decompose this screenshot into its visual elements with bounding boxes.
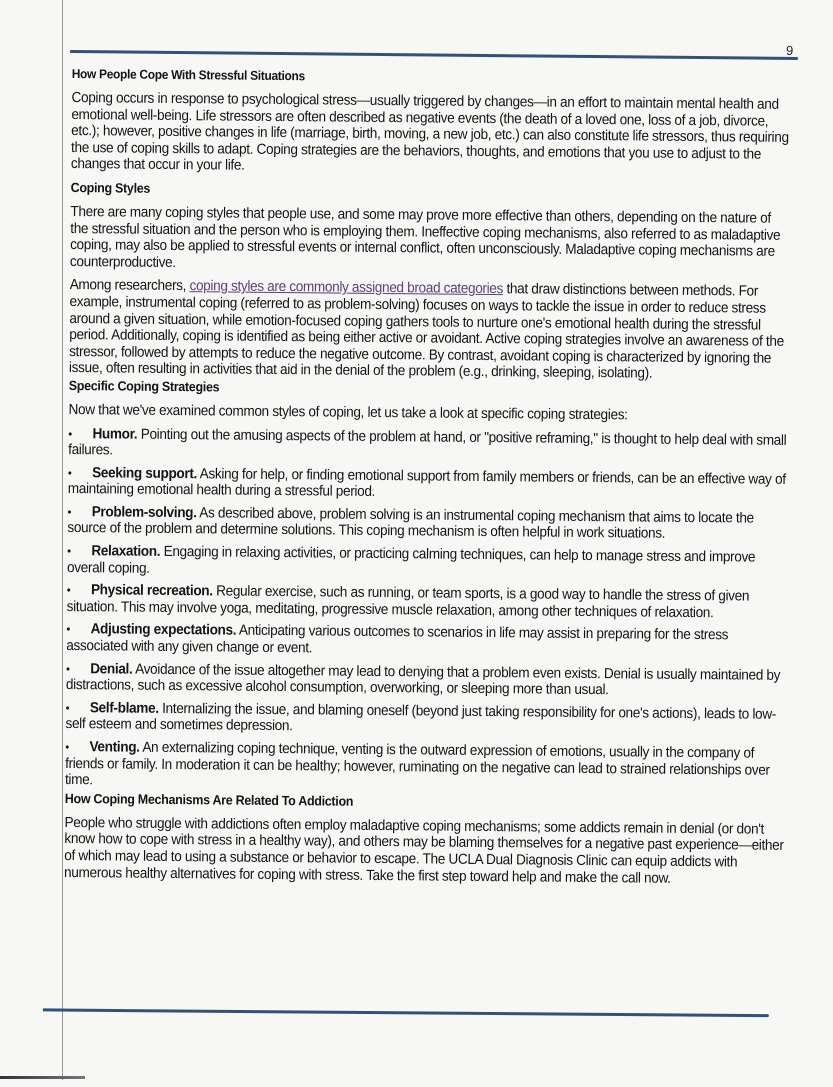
coping-styles-link[interactable]: coping styles are commonly assigned broad categories (189, 278, 504, 298)
strategy-title: Denial. (90, 660, 133, 678)
intro-paragraph: Coping occurs in response to psychological stress—usually triggered by changes—in an effort to maintain mental health and emotional well-being. Life stressors are often described as negative events (the death of a loved one, loss of a job, divorce, etc.); however, positive changes in life (marriage, birth, moving, a new job, etc.) can also constitute life stressors, thus requiring the use of coping skills to adapt. Coping strategies are the behaviors, thoughts, and emotions that you use to adjust to the changes that occur in your life. (70, 90, 789, 175)
strategy-text: An externalizing coping technique, venting is the outward expression of emotions, usually in the company of friends or family. In moderation it can be healthy; however, ruminating on the negative can lead to strained relationships over time. (64, 739, 770, 789)
list-item (68, 465, 789, 505)
bullet-icon: • (65, 739, 69, 755)
strategy-title: Problem-solving. (91, 504, 197, 522)
strategy-text: Engaging in relaxing activities, or practicing calming techniques, can help to manage stress and improve overall coping. (66, 543, 756, 577)
heading-addiction: How Coping Mechanisms Are Related To Addiction (64, 790, 354, 809)
footer-rule (43, 1008, 769, 1017)
bullet-icon: • (68, 426, 72, 441)
strategy-text: Internalizing the issue, and blaming oneself (beyond just taking responsibility for one's actions), leads to low-self esteem and sometimes depression. (65, 700, 777, 735)
heading-specific-strategies: Specific Coping Strategies (68, 377, 220, 395)
strategy-title: Venting. (89, 739, 140, 756)
strategy-title: Seeking support. (92, 464, 198, 482)
strategy-title: Humor. (92, 425, 138, 443)
strategies-list (65, 426, 789, 796)
list-item (67, 543, 788, 583)
heading-coping-styles: Coping Styles (70, 179, 151, 196)
header-rule (70, 50, 798, 60)
list-item (66, 621, 787, 661)
list-item (68, 426, 789, 466)
strategy-text: Avoidance of the issue altogether may lead to denying that a problem even exists. Denial is usually maintained by distractions, such as excessive alcohol consumption, overworking, or sleeping more than usual. (65, 661, 781, 699)
list-item (65, 739, 786, 796)
list-item (65, 700, 786, 740)
styles-paragraph-2-lead: Among researchers, (69, 277, 190, 295)
heading-how-people-cope: How People Cope With Stressful Situations (71, 66, 305, 84)
bullet-icon: • (67, 465, 72, 480)
list-item (66, 661, 787, 701)
bullet-icon: • (66, 583, 71, 598)
list-item (67, 582, 788, 622)
addiction-paragraph: People who struggle with addictions often employ maladaptive coping mechanisms; some addicts remain in denial (or don't know how to cope with stress in a healthy way), and others may be blaming themselves for a negative past experience—either of which may lead to using a substance or behavior to escape. The UCLA Dual Diagnosis Clinic can equip addicts with numerous healthy alternatives for coping with stress. Take the first step toward help and make the call now. (64, 814, 784, 887)
strategy-text: Anticipating various outcomes to scenarios in life may assist in preparing for the stress associated with any given change or event. (66, 623, 729, 657)
bullet-icon: • (67, 504, 72, 519)
styles-paragraph-1: There are many coping styles that people use, and some may prove more effective than others, depending on the nature of the stressful situation and the person who is employing them. Ineffective coping mechanisms, also referred to as maladaptive coping, may also be applied to stressful events or internal conflict, often unconsciously. Maladaptive coping mechanisms are counterproductive. (69, 203, 781, 271)
styles-paragraph-2 (69, 277, 791, 383)
strategy-text: Regular exercise, such as running, or team sports, is a good way to handle the stress of given situation. This may involve yoga, meditating, progressive muscle relaxation, among other techniques of relaxation. (66, 583, 750, 622)
bullet-icon: • (67, 544, 71, 559)
list-item (67, 504, 788, 544)
strategy-title: Adjusting expectations. (90, 621, 237, 640)
styles-paragraph-2-rest: that draw distinctions between methods. For example, instrumental coping (referred to as problem-solving) focuses on ways to tackle the issue in order to reduce stress around a given situation, while emotion-focused coping gathers tools to nurture one's emotional health during the stressful period. Additionally, coping is identified as being either active or avoidant. Active coping strategies involve an awareness of the stressor, followed by attempts to reduce the negative outcome. By contrast, avoidant coping is characterized by ignoring the issue, often resulting in activities that aid in the denial of the problem (e.g., drinking, sleeping, isolating). (68, 281, 784, 382)
strategy-title: Relaxation. (91, 543, 161, 560)
bullet-icon: • (65, 700, 70, 715)
strategies-intro: Now that we've examined common styles of coping, let us take a look at specific coping strategies: (68, 401, 628, 424)
page-content (64, 64, 793, 895)
bullet-icon: • (66, 622, 71, 637)
strategy-title: Physical recreation. (90, 582, 213, 600)
strategy-text: Pointing out the amusing aspects of the problem at hand, or "positive reframing," is thought to help deal with small failures. (68, 426, 787, 459)
strategy-text: Asking for help, or finding emotional support from family members or friends, can be an effective way of maintaining emotional health during a stressful period. (67, 465, 786, 501)
page-number: 9 (785, 42, 794, 58)
bullet-icon: • (65, 661, 70, 676)
strategy-text: As described above, problem solving is an instrumental coping mechanism that aims to locate the source of the problem and determine solutions. This coping mechanism is often helpful in work situations. (67, 505, 754, 543)
strategy-title: Self-blame. (89, 700, 159, 717)
